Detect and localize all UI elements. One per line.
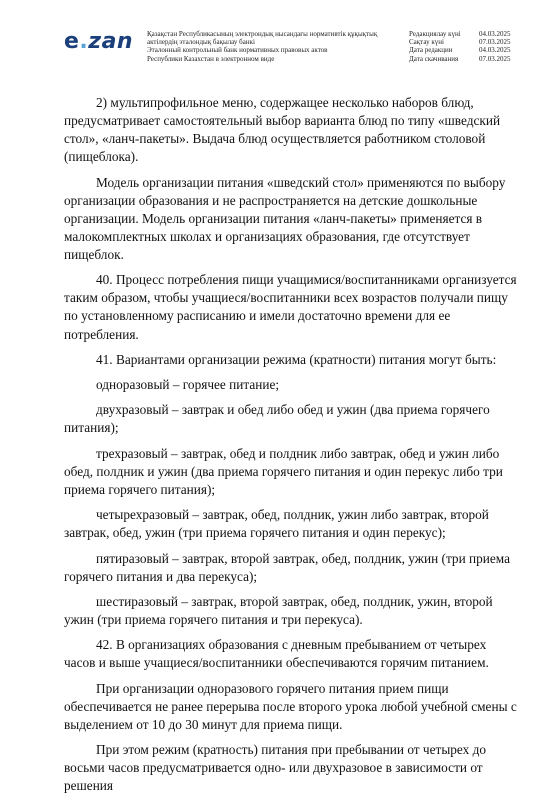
- header-description: [147, 30, 387, 63]
- body-paragraph: шестиразовый – завтрак, второй завтрак, обед, полдник, ужин, второй ужин (три приема горячего питания и три перекуса).: [64, 593, 493, 628]
- header-description-line: Республики Казахстан в электронном виде: [147, 54, 275, 63]
- meta-value: 04.03.2025: [479, 30, 511, 38]
- body-paragraph: 41. Вариантами организации режима (кратности) питания могут быть:: [96, 351, 497, 367]
- header-description-line: актілердің эталондық бақылау банкі: [147, 38, 255, 47]
- meta-row: [409, 55, 519, 63]
- ezan-logo: e.zan: [64, 29, 134, 54]
- header-meta: [409, 30, 519, 63]
- body-paragraph: пятиразовый – завтрак, второй завтрак, обед, полдник, ужин (три приема горячего питания и два перекуса);: [64, 550, 511, 584]
- meta-label: Дата редакции: [409, 46, 453, 55]
- body-paragraph: 40. Процесс потребления пищи учащимися/воспитанниками организуется таким образом, чтобы учащиеся/воспитанники всех возрастов получали пищу по установленному расписанию и имели достаточно времени для ее потребления.: [64, 272, 517, 342]
- meta-label: Сақтау күні: [409, 38, 444, 47]
- body-paragraph: четырехразовый – завтрак, обед, полдник, ужин либо завтрак, второй завтрак, обед, ужин (три приема горячего питания и один перекус);: [64, 507, 489, 541]
- meta-value: 07.03.2025: [479, 38, 511, 47]
- header-description-line: Қазақстан Республикасының электрондық нысандағы нормативтік құқықтық: [147, 30, 378, 38]
- header-description-line: Эталонный контрольный банк нормативных правовых актов: [147, 46, 328, 55]
- meta-label: Дата скачивания: [409, 54, 459, 63]
- document-header: [0, 0, 557, 72]
- body-paragraph: При этом режим (кратность) питания при пребывании от четырех до восьми часов предусматривается одно- или двухразовое в зависимости от решения: [64, 742, 487, 794]
- body-paragraph: одноразовый – горячее питание;: [96, 377, 280, 393]
- meta-row: [409, 30, 519, 38]
- document-body: [64, 94, 520, 803]
- meta-value: 07.03.2025: [479, 54, 511, 63]
- body-paragraph: двухразовый – завтрак и обед либо обед и ужин (два приема горячего питания);: [64, 402, 490, 436]
- body-paragraph: Модель организации питания «шведский стол» применяются по выбору организации образования и не распространяется на детские дошкольные организации. Модель организации питания «ланч-пакеты» применяется в малокомплектных школах и организациях образования, где отсутствует пищеблок.: [64, 174, 506, 262]
- meta-row: [409, 38, 519, 46]
- body-paragraph: При организации одноразового горячего питания прием пищи обеспечивается не ранее перерыва после второго урока любой учебной смены с выделением от 10 до 30 минут для приема пищи.: [64, 680, 517, 732]
- meta-row: [409, 46, 519, 54]
- body-paragraph: 42. В организациях образования с дневным пребыванием от четырех часов и выше учащиеся/воспитанники обеспечиваются горячим питанием.: [64, 637, 489, 671]
- meta-value: 04.03.2025: [479, 46, 511, 55]
- body-paragraph: трехразовый – завтрак, обед и полдник либо завтрак, обед и ужин либо обед, полдник и ужин (два приема горячего питания и один перекус либо три приема горячего питания);: [64, 445, 503, 497]
- meta-label: Редакциялау күні: [409, 30, 461, 38]
- body-paragraph: 2) мультипрофильное меню, содержащее несколько наборов блюд, предусматривает самостоятельный выбор варианта блюд по типу «шведский стол», «ланч-пакеты». Выдача блюд осуществляется работником столовой (пищеблока).: [64, 95, 501, 165]
